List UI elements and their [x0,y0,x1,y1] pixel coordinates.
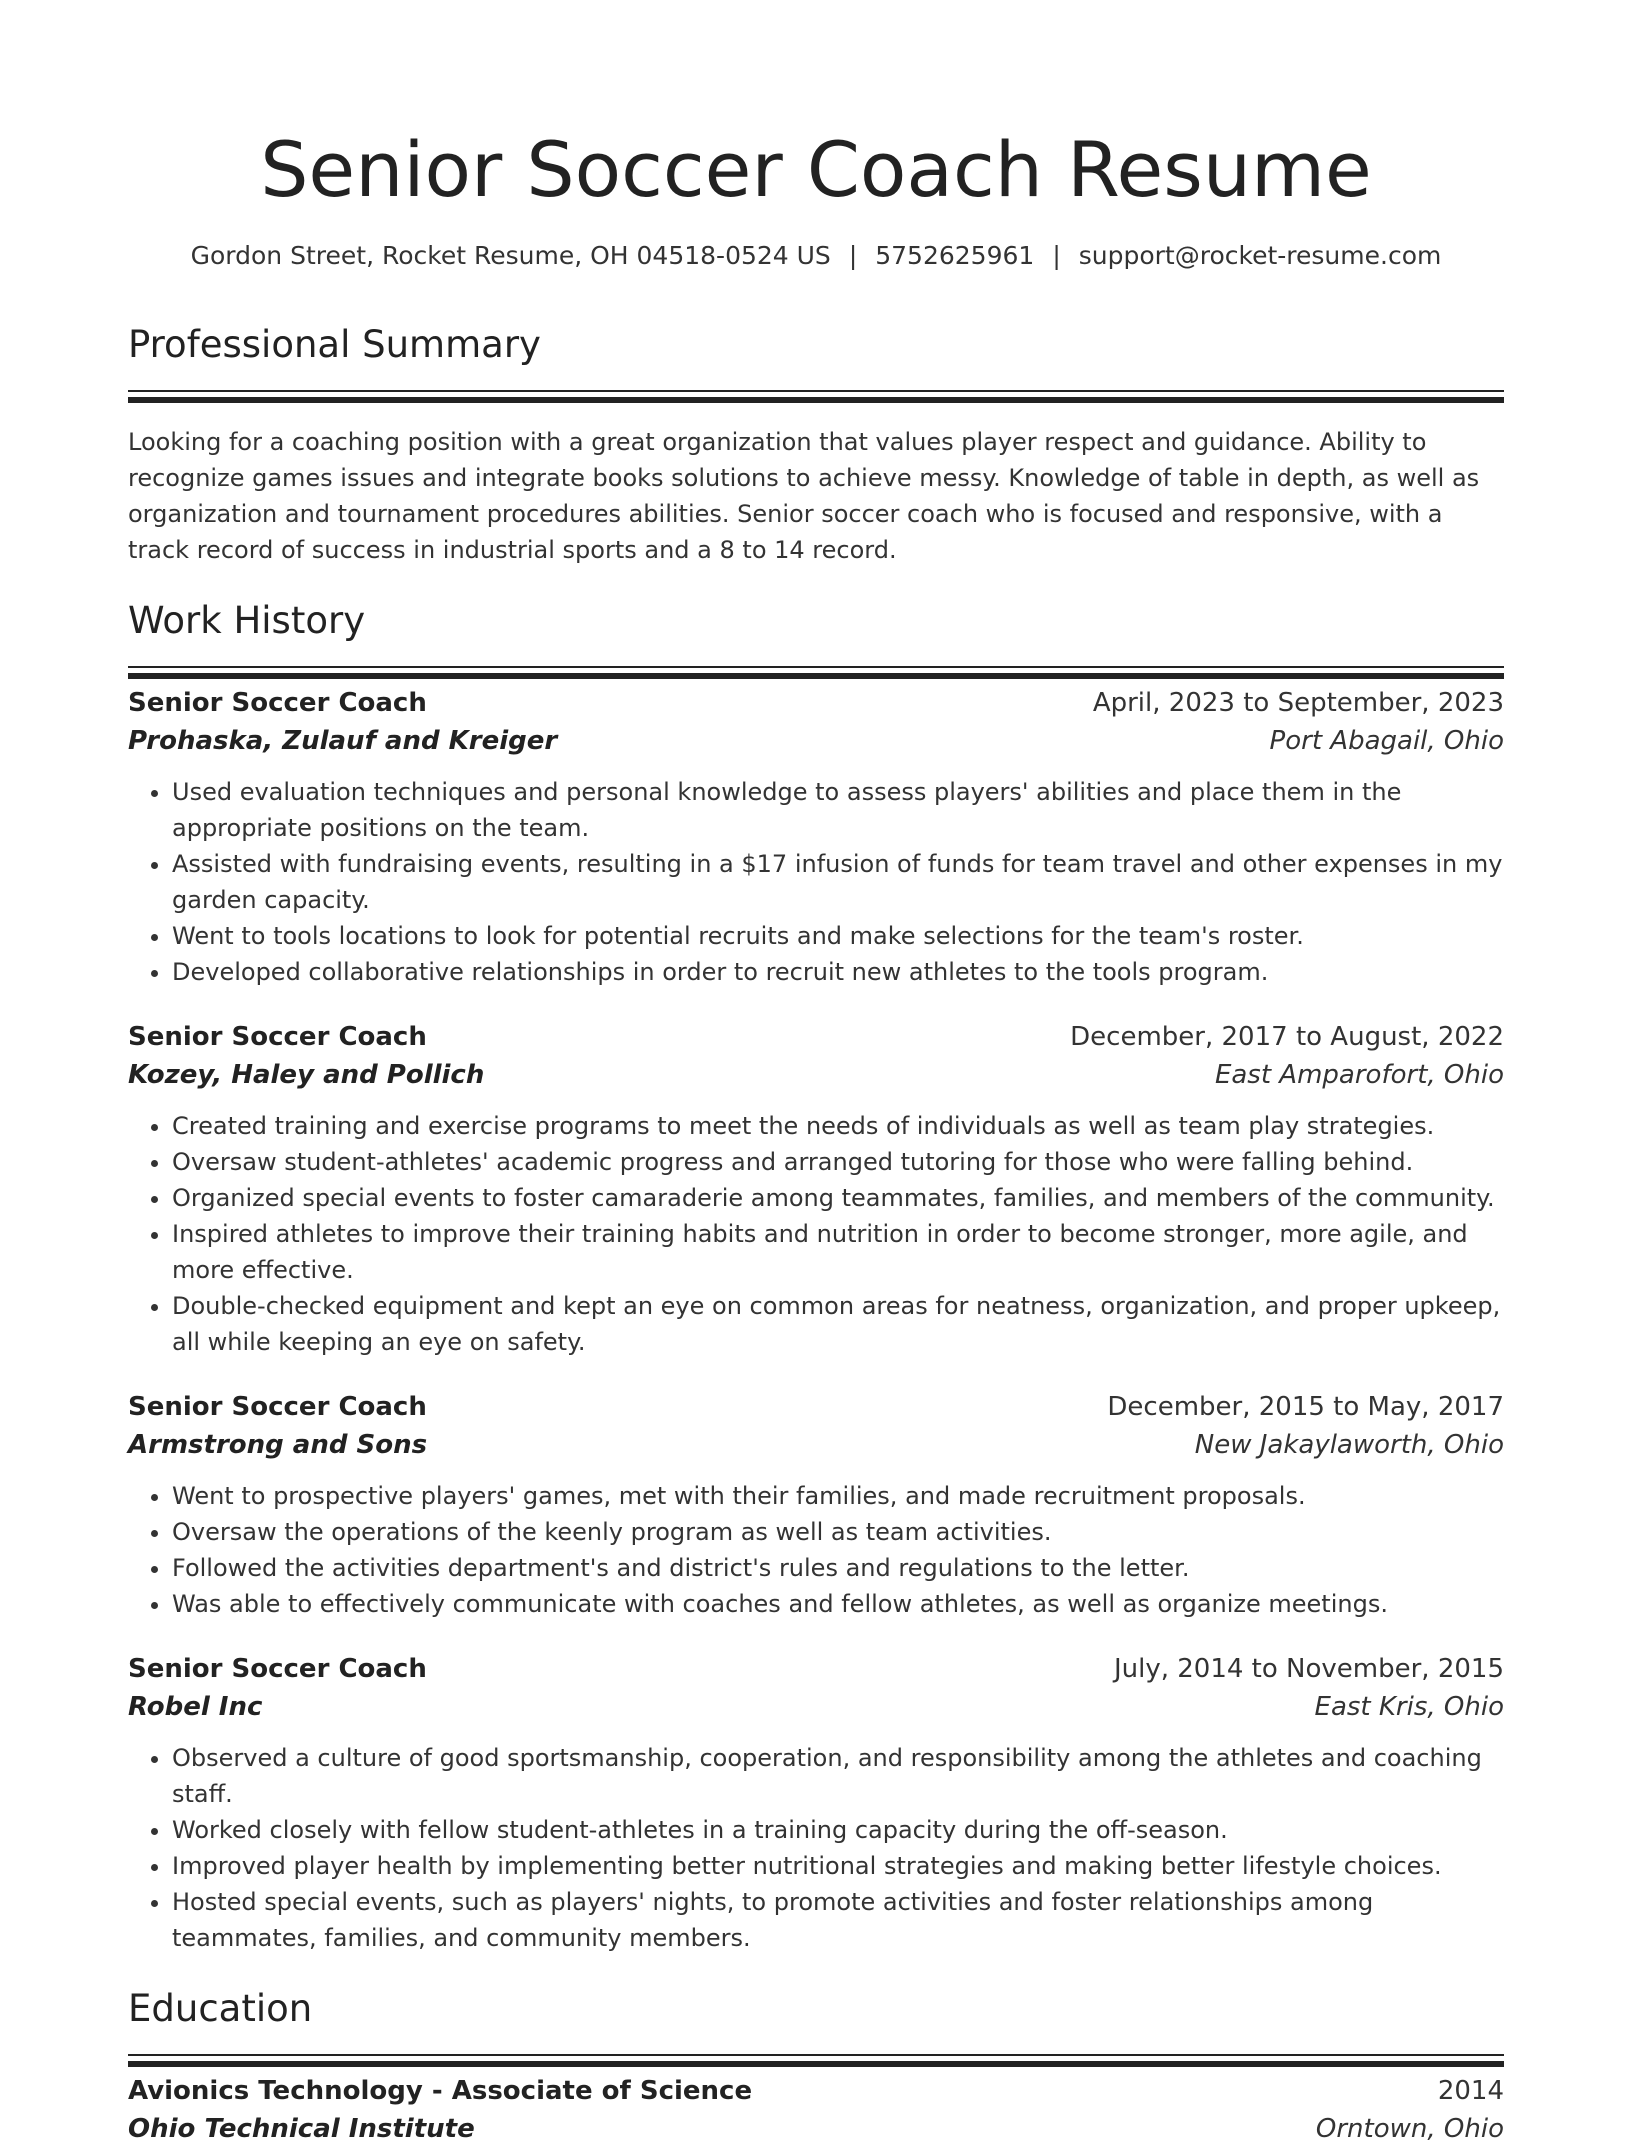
work-history-section [128,596,1504,1956]
job-title: Senior Soccer Coach [128,1392,427,1422]
job-company: Armstrong and Sons [128,1430,428,1460]
list-item: • Observed a culture of good sportsmanship, cooperation, and responsibility among the athletes and coaching staff. [172,1740,1504,1812]
list-item: • Improved player health by implementing better nutritional strategies and making better lifestyle choices. [172,1848,1504,1884]
job-dates: December, 2017 to August, 2022 [1070,1022,1504,1052]
list-item: • Oversaw student-athletes' academic progress and arranged tutoring for those who were falling behind. [172,1144,1504,1180]
section-heading-summary: Professional Summary [128,323,541,366]
section-divider [128,2054,1504,2056]
contact-separator: | [1052,241,1061,270]
list-item: • Was able to effectively communicate with coaches and fellow athletes, as well as organize meetings. [172,1586,1504,1622]
list-item: • Used evaluation techniques and personal knowledge to assess players' abilities and place them in the appropriate positions on the team. [172,774,1504,846]
education-year: 2014 [1437,2076,1504,2106]
list-item: • Organized special events to foster camaraderie among teammates, families, and members of the community. [172,1180,1504,1216]
job-entry [128,1388,1504,1622]
job-location: Port Abagail, Ohio [1269,726,1504,756]
list-item: • Double-checked equipment and kept an eye on common areas for neatness, organization, and proper upkeep, all while keeping an eye on safety. [172,1288,1504,1360]
job-company: Prohaska, Zulauf and Kreiger [128,726,558,756]
job-company: Robel Inc [128,1692,263,1722]
list-item: • Inspired athletes to improve their training habits and nutrition in order to become stronger, more agile, and more effective. [172,1216,1504,1288]
job-bullet-list [128,774,1504,990]
list-item: • Oversaw the operations of the keenly program as well as team activities. [172,1514,1504,1550]
resume-title: Senior Soccer Coach Resume [260,125,1372,214]
list-item: • Worked closely with fellow student-athletes in a training capacity during the off-season. [172,1812,1504,1848]
summary-text: Looking for a coaching position with a great organization that values player respect and guidance. Ability to recognize games issues and integrate books solutions to achieve messy. Knowledge of table in depth, as well as organization and tournament procedures abilities. Senior soccer coach who is focused and responsive, with a track record of success in industrial sports and a 8 to 14 record. [128,428,1480,564]
section-divider [128,390,1504,392]
education-section [128,1984,1504,2148]
list-item: • Went to tools locations to look for potential recruits and make selections for the team's roster. [172,918,1504,954]
section-heading-work-history: Work History [128,599,366,642]
job-entry [128,1650,1504,1956]
job-title: Senior Soccer Coach [128,1022,427,1052]
contact-phone[interactable]: 5752625961 [875,241,1035,270]
job-entry [128,684,1504,990]
list-item: • Assisted with fundraising events, resulting in a $17 infusion of funds for team travel and other expenses in my garden capacity. [172,846,1504,918]
job-dates: December, 2015 to May, 2017 [1107,1392,1504,1422]
list-item: • Followed the activities department's and district's rules and regulations to the letter. [172,1550,1504,1586]
job-dates: July, 2014 to November, 2015 [1113,1654,1504,1684]
job-bullet-list [128,1478,1504,1622]
job-entry [128,1018,1504,1360]
section-heading-education: Education [128,1987,313,2030]
education-location: Orntown, Ohio [1315,2114,1504,2144]
list-item: • Went to prospective players' games, met with their families, and made recruitment proposals. [172,1478,1504,1514]
section-divider [128,666,1504,668]
job-title: Senior Soccer Coach [128,688,427,718]
job-location: East Kris, Ohio [1314,1692,1504,1722]
education-entry [128,2072,1504,2148]
job-location: East Amparofort, Ohio [1214,1060,1504,1090]
contact-email[interactable]: support@rocket-resume.com [1078,241,1442,270]
job-location: New Jakaylaworth, Ohio [1194,1430,1504,1460]
education-degree: Avionics Technology - Associate of Science [128,2076,753,2106]
summary-section [128,320,1504,568]
contact-separator: | [848,241,858,270]
education-school: Ohio Technical Institute [128,2114,475,2144]
job-bullet-list [128,1740,1504,1956]
job-title: Senior Soccer Coach [128,1654,427,1684]
list-item: • Hosted special events, such as players' nights, to promote activities and foster relationships among teammates, families, and community members. [172,1884,1504,1956]
job-dates: April, 2023 to September, 2023 [1092,688,1504,718]
list-item: • Created training and exercise programs to meet the needs of individuals as well as team play strategies. [172,1108,1504,1144]
contact-line [128,238,1504,274]
job-company: Kozey, Haley and Pollich [128,1060,485,1090]
list-item: • Developed collaborative relationships in order to recruit new athletes to the tools program. [172,954,1504,990]
job-bullet-list [128,1108,1504,1360]
contact-address: Gordon Street, Rocket Resume, OH 04518-0524 US [190,241,831,270]
